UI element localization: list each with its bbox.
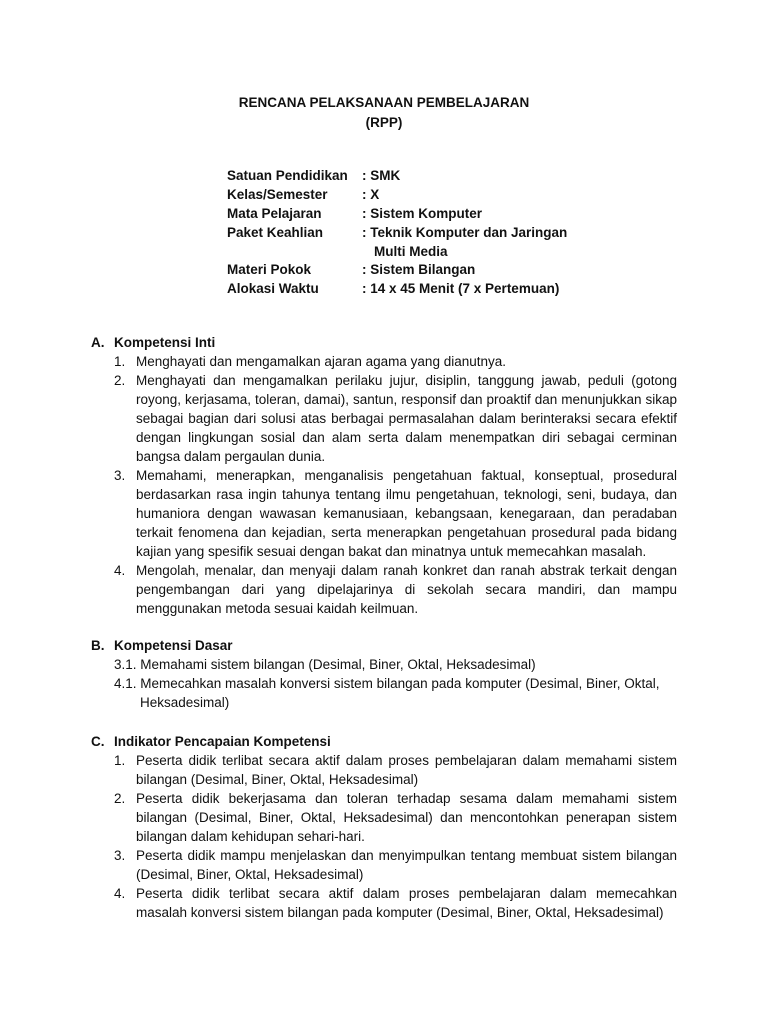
list-item-number: 1. (114, 753, 126, 768)
identity-label: Satuan Pendidikan (227, 168, 348, 183)
section-heading-text: Indikator Pencapaian Kompetensi (114, 734, 331, 749)
identity-value: : Teknik Komputer dan Jaringan (362, 225, 568, 240)
identity-value-continuation: Multi Media (374, 244, 448, 259)
section-letter: C. (91, 734, 105, 749)
list-item-number: 3. (114, 848, 126, 863)
list-item (91, 561, 677, 618)
list-item-text: Mengolah, menalar, dan menyaji dalam ranah konkret dan ranah abstrak terkait dengan pengembangan dari yang dipelajarinya di sekolah secara mandiri, dan mampu menggunakan metoda sesuai kaidah keilmuan. (136, 563, 677, 616)
section-letter: B. (91, 638, 105, 653)
list-item (91, 466, 677, 561)
section-heading (91, 732, 677, 751)
list-item (91, 789, 677, 846)
list-item (91, 352, 677, 371)
list-item-text: Peserta didik terlibat secara aktif dalam proses pembelajaran dalam memecahkan masalah konversi sistem bilangan pada komputer (Desimal, Biner, Oktal, Heksadesimal) (136, 886, 677, 920)
section-kompetensi-inti (91, 333, 677, 618)
kd-item: 3.1. Memahami sistem bilangan (Desimal, Biner, Oktal, Heksadesimal) (114, 657, 536, 672)
section-heading (91, 333, 677, 352)
section-heading-text: Kompetensi Dasar (114, 638, 233, 653)
list-item-number: 4. (114, 563, 126, 578)
list-item (91, 751, 677, 789)
identity-label: Mata Pelajaran (227, 206, 322, 221)
list-item-number: 4. (114, 886, 126, 901)
kd-item: 4.1. Memecahkan masalah konversi sistem bilangan pada komputer (Desimal, Biner, Oktal, Heksadesimal) (114, 676, 660, 710)
identity-label: Materi Pokok (227, 262, 312, 277)
list-item (91, 846, 677, 884)
identity-value: : 14 x 45 Menit (7 x Pertemuan) (362, 281, 560, 296)
list-item (91, 884, 677, 922)
list-item-text: Peserta didik mampu menjelaskan dan menyimpulkan tentang membuat sistem bilangan (Desimal, Biner, Oktal, Heksadesimal) (136, 848, 677, 882)
numbered-list (91, 751, 677, 922)
section-heading (91, 636, 677, 655)
list-item-number: 2. (114, 373, 126, 388)
identity-value: : Sistem Bilangan (362, 262, 476, 277)
identity-label: Kelas/Semester (227, 187, 328, 202)
document-title: RENCANA PELAKSANAAN PEMBELAJARAN (238, 95, 530, 110)
section-heading-text: Kompetensi Inti (114, 335, 216, 350)
numbered-list (91, 352, 677, 618)
document-subtitle: (RPP) (365, 115, 403, 130)
identity-value: : SMK (362, 168, 401, 183)
list-item-number: 1. (114, 354, 126, 369)
list-item (91, 371, 677, 466)
identity-label: Alokasi Waktu (227, 281, 319, 296)
list-item-number: 3. (114, 468, 126, 483)
section-letter: A. (91, 335, 105, 350)
list-item-number: 2. (114, 791, 126, 806)
identity-label: Paket Keahlian (227, 225, 324, 240)
identity-value: : Sistem Komputer (362, 206, 483, 221)
identity-value: : X (362, 187, 380, 202)
list-item-text: Peserta didik bekerjasama dan toleran terhadap sesama dalam memahami sistem bilangan (Desimal, Biner, Oktal, Heksadesimal) dan mencontohkan penerapan sistem bilangan dalam kehidupan sehari-hari. (136, 791, 677, 844)
list-item-text: Menghayati dan mengamalkan ajaran agama yang dianutnya. (136, 354, 506, 369)
list-item-text: Menghayati dan mengamalkan perilaku jujur, disiplin, tanggung jawab, peduli (gotong royong, kerjasama, toleran, damai), santun, responsif dan proaktif dan menunjukkan sikap sebagai bagian dari solusi atas berbagai permasalahan dalam berinteraksi secara efektif dengan lingkungan sosial dan alam serta dalam menempatkan diri sebagai cerminan bangsa dalam pergaulan dunia. (136, 373, 677, 464)
identity-value-multiline (362, 223, 602, 261)
section-indikator (91, 732, 677, 922)
section-kompetensi-dasar (91, 636, 677, 712)
list-item-text: Memahami, menerapkan, menganalisis pengetahuan faktual, konseptual, prosedural berdasarkan rasa ingin tahunya tentang ilmu pengetahuan, teknologi, seni, budaya, dan humaniora dengan wawasan kemanusiaan, kebangsaan, kenegaraan, dan peradaban terkait fenomena dan kejadian, serta menerapkan pengetahuan prosedural pada bidang kajian yang spesifik sesuai dengan bakat dan minatnya untuk memecahkan masalah. (136, 468, 677, 559)
list-item-text: Peserta didik terlibat secara aktif dalam proses pembelajaran dalam memahami sistem bilangan (Desimal, Biner, Oktal, Heksadesimal) (136, 753, 677, 787)
